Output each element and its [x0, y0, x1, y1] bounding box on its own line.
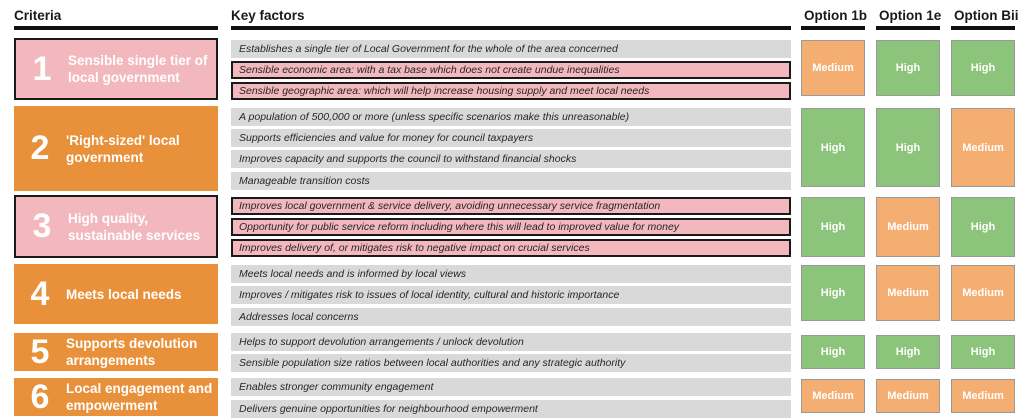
criterion-title: 'Right-sized' local government	[66, 132, 180, 165]
option-bii-header: Option Bii	[954, 8, 1019, 23]
option-1e-rating: Medium	[876, 379, 940, 413]
option-1b-rating: High	[801, 108, 865, 187]
key-factor-row: Improves / mitigates risk to issues of local identity, cultural and historic importance	[231, 286, 791, 304]
option-1b-rating: Medium	[801, 40, 865, 96]
option-bii-rating: High	[951, 335, 1015, 369]
criteria-header-rule	[14, 26, 218, 30]
option-1e-rating: High	[876, 108, 940, 187]
criterion-title: Supports devolution arrangements	[66, 336, 198, 368]
criterion-1	[14, 38, 218, 100]
criteria-header: Criteria	[14, 8, 62, 23]
option-1e-rating: Medium	[876, 197, 940, 257]
key-factor-row: Meets local needs and is informed by local views	[231, 265, 791, 283]
option-1b-header-rule	[801, 26, 865, 30]
option-bii-rating: High	[951, 40, 1015, 96]
option-bii-rating: Medium	[951, 108, 1015, 187]
criterion-6	[14, 378, 218, 416]
option-1e-header: Option 1e	[879, 8, 942, 23]
key-factor-row: Manageable transition costs	[231, 172, 791, 190]
criterion-number: 4	[30, 274, 50, 313]
option-bii-rating: Medium	[951, 379, 1015, 413]
key-factors-header: Key factors	[231, 8, 305, 23]
key-factor-row: Addresses local concerns	[231, 308, 791, 326]
key-factors-header-rule	[231, 26, 791, 30]
key-factor-row: Enables stronger community engagement	[231, 378, 791, 396]
key-factor-row: Improves delivery of, or mitigates risk to negative impact on crucial services	[231, 239, 791, 257]
option-1e-header-rule	[876, 26, 940, 30]
criterion-title: Sensible single tier of local government	[68, 53, 208, 85]
key-factor-row: Sensible population size ratios between local authorities and any strategic authority	[231, 354, 791, 372]
option-1e-rating: High	[876, 335, 940, 369]
option-bii-rating: Medium	[951, 265, 1015, 321]
criterion-number: 3	[32, 207, 52, 245]
key-factor-row: Establishes a single tier of Local Government for the whole of the area concerned	[231, 40, 791, 58]
criterion-number: 5	[30, 332, 50, 371]
criterion-number: 6	[30, 377, 50, 416]
option-1b-rating: High	[801, 197, 865, 257]
criterion-2	[14, 106, 218, 191]
option-1b-header: Option 1b	[804, 8, 867, 23]
key-factor-row: Opportunity for public service reform including where this will lead to improved value for money	[231, 218, 791, 236]
key-factor-row: Improves local government & service delivery, avoiding unnecessary service fragmentation	[231, 197, 791, 215]
option-bii-rating: High	[951, 197, 1015, 257]
option-bii-header-rule	[951, 26, 1015, 30]
key-factor-row: Delivers genuine opportunities for neighbourhood empowerment	[231, 400, 791, 418]
criterion-4	[14, 264, 218, 324]
criterion-number: 1	[32, 49, 52, 88]
criterion-title: Local engagement and empowerment	[66, 381, 213, 413]
option-1b-rating: High	[801, 265, 865, 321]
key-factor-row: Helps to support devolution arrangements / unlock devolution	[231, 333, 791, 351]
key-factor-row: Improves capacity and supports the council to withstand financial shocks	[231, 150, 791, 168]
criterion-title: Meets local needs	[66, 286, 182, 302]
option-1e-rating: Medium	[876, 265, 940, 321]
criterion-3	[14, 195, 218, 258]
option-1e-rating: High	[876, 40, 940, 96]
key-factor-row: A population of 500,000 or more (unless specific scenarios make this unreasonable)	[231, 108, 791, 126]
criterion-number: 2	[30, 129, 50, 167]
key-factor-row: Supports efficiencies and value for money for council taxpayers	[231, 129, 791, 147]
key-factor-row: Sensible economic area: with a tax base which does not create undue inequalities	[231, 61, 791, 79]
criterion-title: High quality, sustainable services	[68, 210, 201, 243]
option-1b-rating: Medium	[801, 379, 865, 413]
key-factor-row: Sensible geographic area: which will help increase housing supply and meet local needs	[231, 82, 791, 100]
option-1b-rating: High	[801, 335, 865, 369]
criterion-5	[14, 333, 218, 371]
